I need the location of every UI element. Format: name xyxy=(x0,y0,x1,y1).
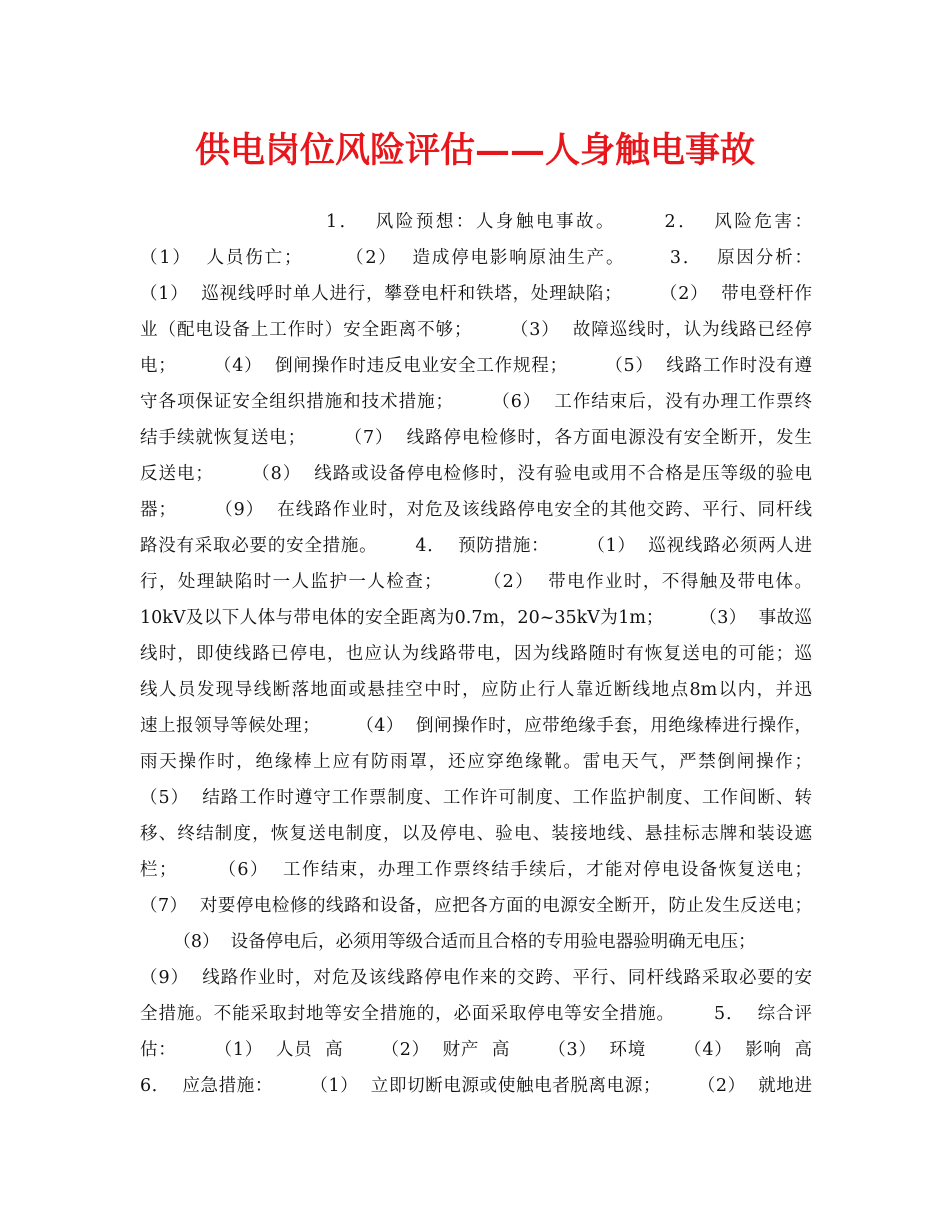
document-body xyxy=(140,204,812,1104)
body-line-12: 10kV及以下人体与带电体的安全距离为0.7m，20~35kV为1m； （3） 事故巡 xyxy=(140,608,812,628)
body-line-23: 全措施。不能采取封地等安全措施的，必面采取停电等安全措施。 5． 综合评 xyxy=(140,1004,812,1024)
body-line-20: （7） 对要停电检修的线路和设备，应把各方面的电源安全断开，防止发生反送电； xyxy=(140,896,812,916)
body-line-24: 估： （1） 人员 高 （2） 财产 高 （3） 环境 （4） 影响 高 xyxy=(140,1040,812,1060)
body-line-6: 守各项保证安全组织措施和技术措施； （6） 工作结束后，没有办理工作票终 xyxy=(140,392,812,412)
body-line-19: 栏； （6） 工作结束，办理工作票终结手续后，才能对停电设备恢复送电； xyxy=(140,860,812,880)
body-line-17: （5） 结路工作时遵守工作票制度、工作许可制度、工作监护制度、工作间断、转 xyxy=(140,788,812,808)
body-line-5: 电； （4） 倒闸操作时违反电业安全工作规程； （5） 线路工作时没有遵 xyxy=(140,356,812,376)
body-line-8: 反送电； （8） 线路或设备停电检修时，没有验电或用不合格是压等级的验电 xyxy=(140,464,812,484)
body-line-14: 线人员发现导线断落地面或悬挂空中时，应防止行人靠近断线地点8m以内，并迅 xyxy=(140,680,812,700)
body-line-3: （1） 巡视线呼时单人进行，攀登电杆和铁塔，处理缺陷； （2） 带电登杆作 xyxy=(140,284,812,304)
body-line-9: 器； （9） 在线路作业时，对危及该线路停电安全的其他交跨、平行、同杆线 xyxy=(140,500,812,520)
body-line-16: 雨天操作时，绝缘棒上应有防雨罩，还应穿绝缘靴。雷电天气，严禁倒闸操作； xyxy=(140,752,812,772)
body-line-11: 行，处理缺陷时一人监护一人检查； （2） 带电作业时，不得触及带电体。 xyxy=(140,572,812,592)
document-title: 供电岗位风险评估——人身触电事故 xyxy=(194,130,755,171)
body-line-4: 业（配电设备上工作时）安全距离不够； （3） 故障巡线时，认为线路已经停 xyxy=(140,320,812,340)
body-line-10: 路没有采取必要的安全措施。 4． 预防措施： （1） 巡视线路必须两人进 xyxy=(140,536,812,556)
body-line-15: 速上报领导等候处理； （4） 倒闸操作时，应带绝缘手套，用绝缘棒进行操作， xyxy=(140,716,812,736)
body-line-2: （1） 人员伤亡； （2） 造成停电影响原油生产。 3． 原因分析： xyxy=(140,248,812,268)
body-line-18: 移、终结制度，恢复送电制度，以及停电、验电、装接地线、悬挂标志牌和装设遮 xyxy=(140,824,812,844)
body-line-21: （8） 设备停电后，必须用等级合适而且合格的专用验电器验明确无电压； xyxy=(140,932,756,952)
body-line-22: （9） 线路作业时，对危及该线路停电作来的交跨、平行、同杆线路采取必要的安 xyxy=(140,968,812,988)
body-line-13: 线时，即使线路已停电，也应认为线路带电，因为线路随时有恢复送电的可能；巡 xyxy=(140,644,812,664)
body-line-25: 6． 应急措施： （1） 立即切断电源或使触电者脱离电源； （2） 就地进 xyxy=(140,1076,812,1096)
body-line-7: 结手续就恢复送电； （7） 线路停电检修时，各方面电源没有安全断开，发生 xyxy=(140,428,812,448)
body-line-1: 1． 风险预想：人身触电事故。 2． 风险危害： xyxy=(140,212,812,232)
